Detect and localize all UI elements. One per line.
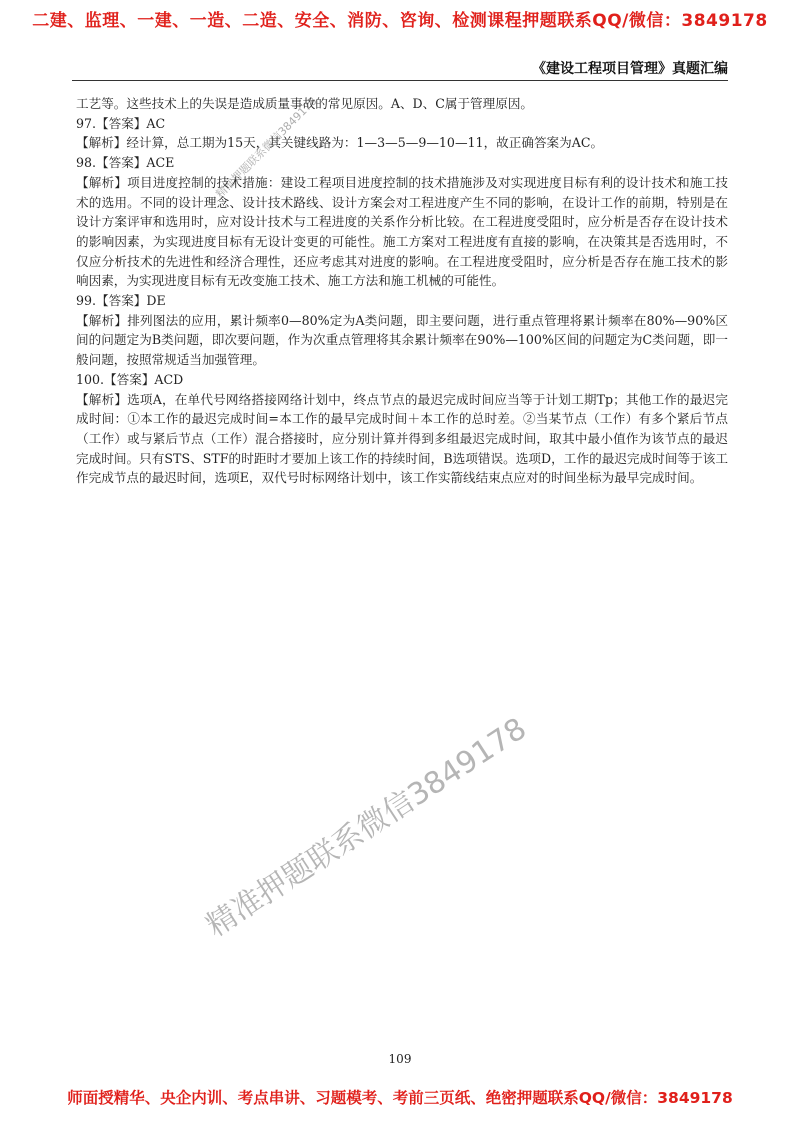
- bottom-promo-banner: 师面授精华、央企内训、考点串讲、习题模考、考前三页纸、绝密押题联系QQ/微信：3849178: [67, 1089, 733, 1107]
- paragraph-96-continuation: 工艺等。这些技术上的失误是造成质量事故的常见原因。A、D、C属于管理原因。: [76, 96, 534, 111]
- document-body: [76, 94, 728, 488]
- answer-97: 97.【答案】AC: [76, 115, 166, 131]
- explanation-98: 【解析】项目进度控制的技术措施：建设工程项目进度控制的技术措施涉及对实现进度目标有利的设计技术和施工技术的选用。不同的设计理念、设计技术路线、设计方案会对工程进度产生不同的影响，在设计工作的前期，特别是在设计方案评审和选用时，应对设计技术与工程进度的关系作分析比较。在工程进度受阻时，应分析是否存在设计技术的影响因素，为实现进度目标有无设计变更的可能性。施工方案对工程进度有直接的影响，在决策其是否选用时，不仅应分析技术的先进性和经济合理性，还应考虑其对进度的影响。在工程进度受阻时，应分析是否存在施工技术的影响因素，为实现进度目标有无改变施工技术、施工方法和施工机械的可能性。: [76, 174, 728, 289]
- page-number: 109: [388, 1052, 412, 1066]
- watermark-small: 精准押题联系微信3849178: [213, 94, 320, 201]
- header-rule: [72, 80, 728, 81]
- explanation-100: 【解析】选项A，在单代号网络搭接网络计划中，终点节点的最迟完成时间应当等于计划工期Tp；其他工作的最迟完成时间：①本工作的最迟完成时间=本工作的最早完成时间＋本工作的总时差。②当某节点（工作）有多个紧后节点（工作）或与紧后节点（工作）混合搭接时，应分别计算并得到多组最迟完成时间，取其中最小值作为该节点的最迟完成时间。只有STS、STF的时距时才要加上该工作的持续时间，B选项错误。选项D，工作的最迟完成时间等于该工作完成节点的最迟时间，选项E，双代号时标网络计划中，该工作实箭线结束点应对的时间坐标为最早完成时间。: [76, 391, 728, 486]
- answer-100: 100.【答案】ACD: [76, 371, 184, 387]
- explanation-97: 【解析】经计算，总工期为15天，其关键线路为：1—3—5—9—10—11，故正确答案为AC。: [76, 135, 604, 151]
- answer-98: 98.【答案】ACE: [76, 155, 175, 171]
- answer-99: 99.【答案】DE: [76, 293, 166, 309]
- top-promo-banner: 二建、监理、一建、一造、二造、安全、消防、咨询、检测课程押题联系QQ/微信：3849178: [32, 11, 768, 31]
- watermark-large: 精准押题联系微信3849178: [200, 711, 533, 945]
- explanation-99: 【解析】排列图法的应用，累计频率0—80%定为A类问题，即主要问题，进行重点管理将累计频率在80%—90%区间的问题定为B类问题，即次要问题，作为次重点管理将其余累计频率在90%—100%区间的问题定为C类问题，即一般问题，按照常规适当加强管理。: [76, 312, 728, 368]
- running-head-title: 《建设工程项目管理》真题汇编: [532, 61, 728, 77]
